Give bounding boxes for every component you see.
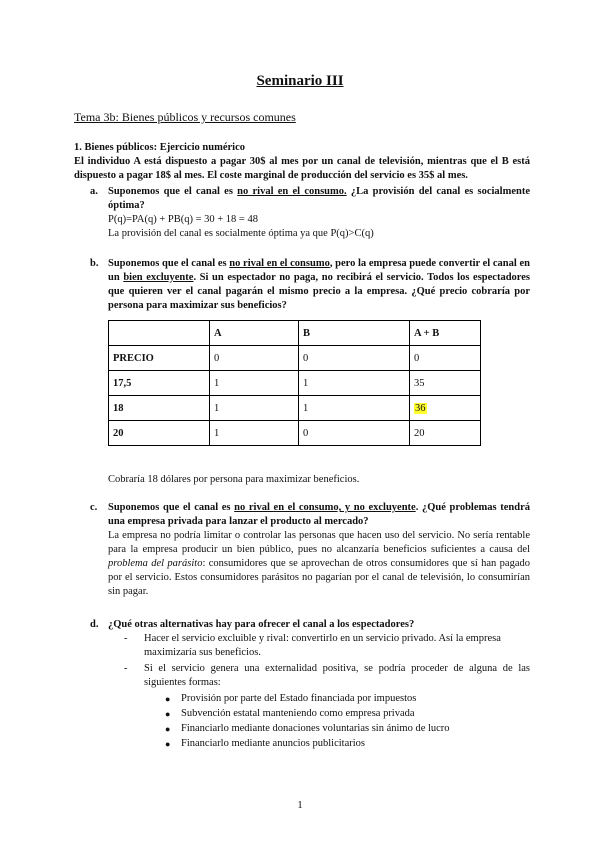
table-cell: 0: [299, 346, 410, 371]
table-cell: 1: [210, 421, 299, 446]
table-cell: 17,5: [109, 371, 210, 396]
table-cell-highlighted: [410, 396, 481, 421]
question-c: [90, 501, 530, 599]
question-c-answer: La empresa no podría limitar o controlar las personas que hacen uso del servicio. No sería rentable para la empresa producir un bien público, pues no alcanzaría beneficios suficientes a causa del problema del parásito: consumidores que se aprovechan de otros consumidores que sí han pagado por el servicio. Estos consumidores parásitos no pagarían por el canal de televisión, lo consumirían sin pagar.: [108, 530, 530, 597]
bullet-text: Financiarlo mediante donaciones voluntarias sin ánimo de lucro: [181, 723, 450, 734]
bullet-item: [165, 737, 365, 751]
bullet-icon: ●: [165, 724, 171, 734]
table-row: [109, 421, 481, 446]
list-item-text: Si el servicio genera una externalidad positiva, se podría proceder de alguna de las siguientes formas:: [144, 663, 530, 688]
list-item: - Si el servicio genera una externalidad positiva, se podría proceder de alguna de las siguientes formas:: [124, 663, 530, 688]
table-row: [109, 396, 481, 421]
table-header-row: [109, 321, 481, 346]
question-a: [90, 185, 530, 241]
table-cell: 1: [299, 371, 410, 396]
list-item: - Hacer el servicio excluible y rival: convertirlo en un servicio privado. Así la empresa maximizaría sus beneficios.: [124, 632, 530, 660]
question-c-label: c.: [90, 502, 98, 513]
question-a-label: a.: [90, 186, 98, 197]
bullet-text: Subvención estatal manteniendo como empresa privada: [181, 708, 415, 719]
table-cell: 20: [410, 421, 481, 446]
bullet-text: Financiarlo mediante anuncios publicitarios: [181, 738, 365, 749]
question-a-text: Suponemos que el canal es no rival en el consumo. ¿La provisión del canal es socialmente óptima?: [108, 186, 530, 211]
page-title: Seminario III: [256, 73, 344, 89]
question-b-answer: Cobraría 18 dólares por persona para maximizar beneficios.: [108, 474, 360, 485]
question-c-text: Suponemos que el canal es no rival en el consumo, y no excluyente. ¿Qué problemas tendrá una empresa privada para lanzar el producto al mercado?: [108, 502, 530, 527]
table-row: [109, 346, 481, 371]
section-1-heading: 1. Bienes públicos: Ejercicio numérico: [74, 142, 245, 153]
bullet-icon: ●: [165, 709, 171, 719]
table-row: [109, 371, 481, 396]
list-item-text: Hacer el servicio excluible y rival: convertirlo en un servicio privado. Así la empresa maximizaría sus beneficios.: [144, 633, 501, 658]
bullet-item: [165, 692, 416, 706]
table-cell: 35: [410, 371, 481, 396]
question-d-text: ¿Qué otras alternativas hay para ofrecer el canal a los espectadores?: [108, 619, 415, 630]
table-header-cell: B: [299, 321, 410, 346]
page-number: 1: [297, 799, 303, 811]
table-cell: 0: [210, 346, 299, 371]
table-header-cell: [109, 321, 210, 346]
bullet-icon: ●: [165, 739, 171, 749]
table-cell: 20: [109, 421, 210, 446]
bullet-item: [165, 722, 450, 736]
table-header-cell: A: [210, 321, 299, 346]
table-cell: 0: [299, 421, 410, 446]
question-b-label: b.: [90, 258, 99, 269]
table-cell: 1: [299, 396, 410, 421]
section-1-intro: El individuo A está dispuesto a pagar 30$ al mes por un canal de televisión, mientras que el B está dispuesto a pagar 18$ al mes. El coste marginal de producción del servicio es 35$ al mes.: [74, 156, 530, 181]
table-cell: 18: [109, 396, 210, 421]
question-d-label: d.: [90, 619, 99, 630]
table-header-cell: A + B: [410, 321, 481, 346]
bullet-text: Provisión por parte del Estado financiada por impuestos: [181, 693, 417, 704]
question-b: [90, 257, 530, 313]
highlighted-value: 36: [415, 402, 426, 414]
bullet-icon: ●: [165, 694, 171, 704]
question-d: [90, 618, 530, 632]
question-a-answer: La provisión del canal es socialmente óptima ya que P(q)>C(q): [108, 228, 374, 239]
table-cell: 1: [210, 396, 299, 421]
bullet-item: [165, 707, 415, 721]
topic-subtitle: Tema 3b: Bienes públicos y recursos comunes: [74, 110, 296, 124]
table-cell: PRECIO: [109, 346, 210, 371]
section-1: [74, 141, 530, 183]
table-cell: 1: [210, 371, 299, 396]
question-b-text: Suponemos que el canal es no rival en el consumo, pero la empresa puede convertir el canal en un bien excluyente. Si un espectador no paga, no recibirá el servicio. Todos los espectadores que quieren ver el canal pagarán el mismo precio a la empresa. ¿Qué precio cobraría por persona para maximizar sus beneficios?: [108, 258, 531, 311]
table-cell: 0: [410, 346, 481, 371]
price-table: [108, 320, 481, 446]
question-a-formula: P(q)=PA(q) + PB(q) = 30 + 18 = 48: [108, 214, 258, 225]
